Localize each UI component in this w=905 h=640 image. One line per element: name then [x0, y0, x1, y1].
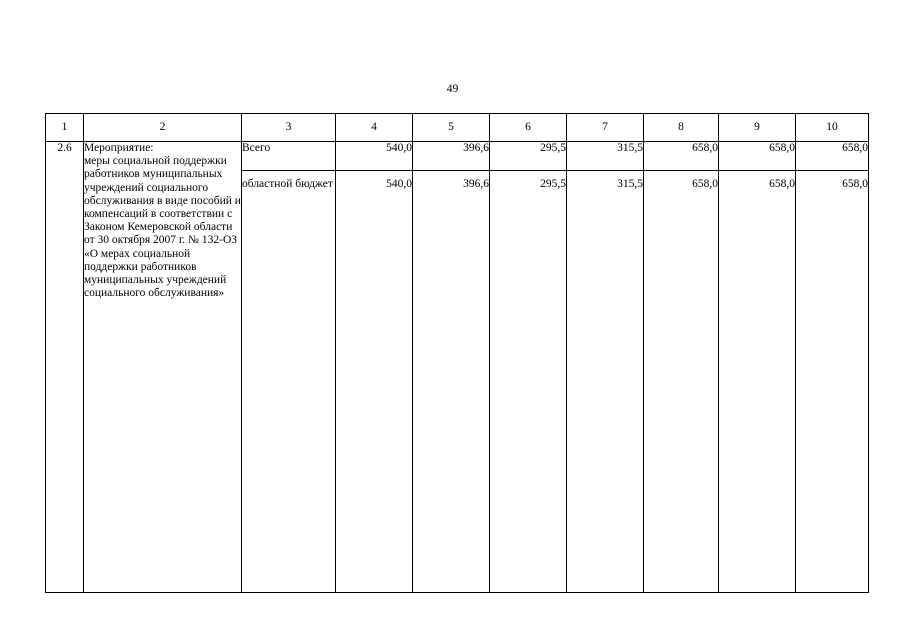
item-description-line: «О мерах социальной поддержки работников муниципальных учреждений социального обслуживания»	[84, 247, 227, 300]
value-cell: 315,5	[567, 142, 644, 171]
value-cell: 396,6	[413, 142, 490, 171]
item-description-line: меры социальной поддержки работников муниципальных учреждений социального обслуживания в виде пособий и компенсаций в соответствии с Законом Кемеровской области от 30 октября 2007 г. № 132-ОЗ	[84, 155, 241, 247]
header-cell: 9	[719, 114, 796, 142]
header-cell: 4	[336, 114, 413, 142]
value-cell: 658,0	[644, 171, 719, 593]
table-row-total	[46, 142, 869, 171]
funding-source: Всего	[242, 142, 336, 171]
header-cell: 7	[567, 114, 644, 142]
item-description-line: Мероприятие:	[84, 142, 154, 154]
page-number: 49	[446, 83, 459, 95]
header-cell: 1	[46, 114, 84, 142]
item-number: 2.6	[46, 142, 84, 593]
header-cell: 3	[242, 114, 336, 142]
value-cell: 658,0	[719, 142, 796, 171]
header-cell: 6	[490, 114, 567, 142]
value-cell: 658,0	[644, 142, 719, 171]
value-cell: 540,0	[336, 171, 413, 593]
value-cell: 396,6	[413, 171, 490, 593]
funding-source: областной бюджет	[242, 171, 336, 593]
header-cell: 10	[796, 114, 869, 142]
header-cell: 5	[413, 114, 490, 142]
value-cell: 658,0	[796, 171, 869, 593]
header-row	[46, 114, 869, 142]
value-cell: 658,0	[719, 171, 796, 593]
budget-table	[45, 113, 869, 593]
item-description-text	[84, 142, 241, 300]
value-cell: 315,5	[567, 171, 644, 593]
header-cell: 8	[644, 114, 719, 142]
value-cell: 295,5	[490, 171, 567, 593]
value-cell: 295,5	[490, 142, 567, 171]
value-cell: 658,0	[796, 142, 869, 171]
value-cell: 540,0	[336, 142, 413, 171]
header-cell: 2	[84, 114, 242, 142]
item-description	[84, 142, 242, 593]
